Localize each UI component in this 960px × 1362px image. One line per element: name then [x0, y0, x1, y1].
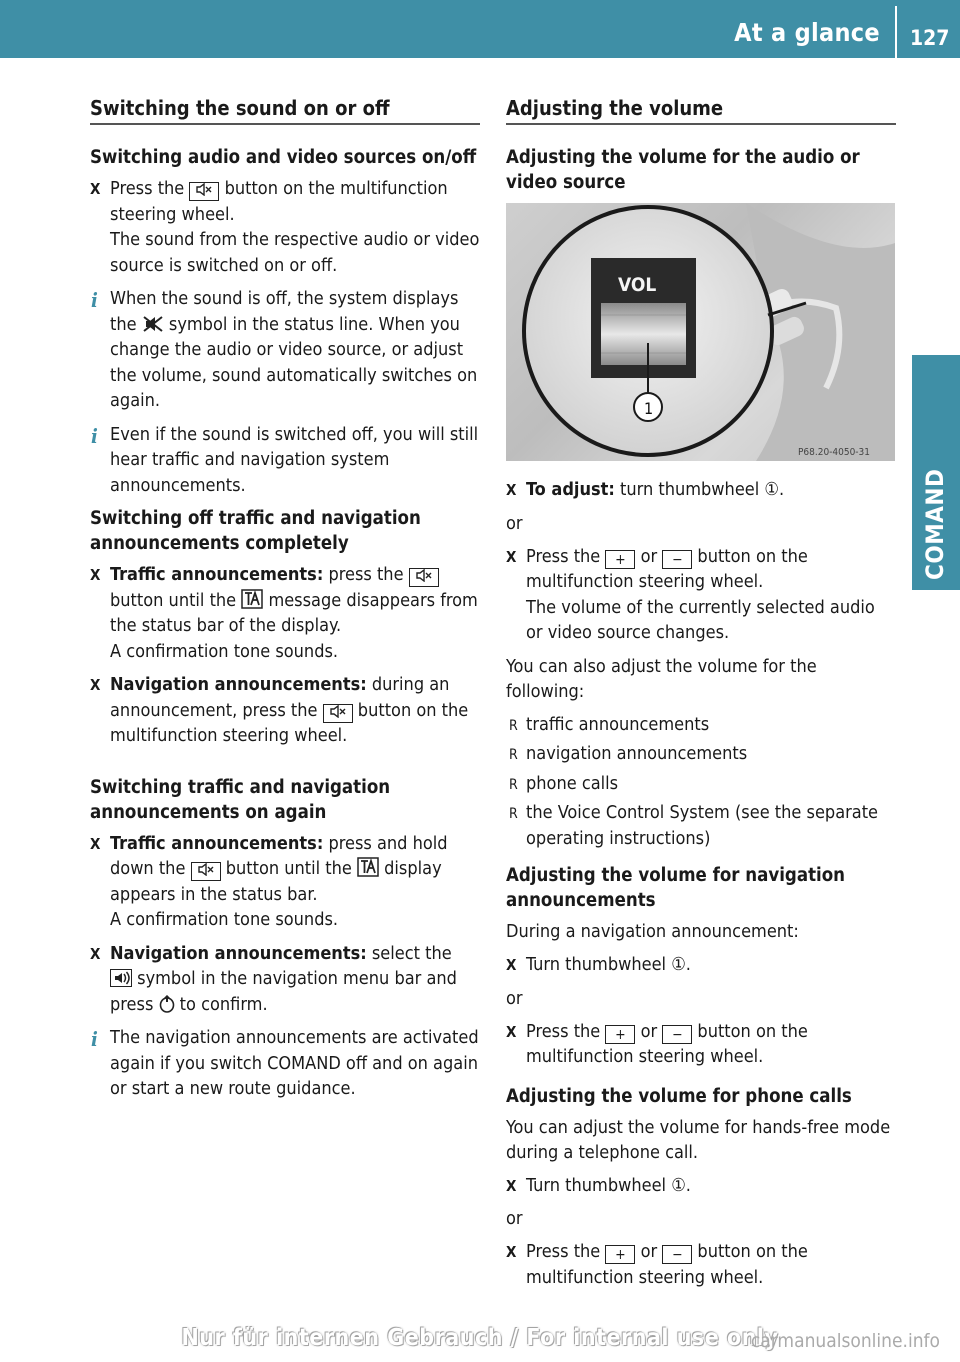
callout-1-icon: ① — [671, 954, 686, 975]
step-marker-icon: X — [506, 956, 517, 974]
heading-phone-volume: Adjusting the volume for phone calls — [506, 1085, 852, 1107]
thumbwheel-photo — [506, 203, 895, 461]
chapter-tab — [912, 355, 960, 590]
step-marker-icon: X — [506, 1243, 517, 1261]
step-to-adjust: X To adjust: turn thumbwheel ①. — [506, 477, 896, 503]
also-adjust-text: You can also adjust the volume for the following: — [506, 655, 817, 702]
plus-button-icon: + — [605, 1245, 635, 1264]
step-marker-icon: X — [90, 180, 101, 198]
ta-icon — [241, 590, 263, 611]
step-marker-icon: X — [506, 1176, 517, 1195]
speech-output-icon — [110, 968, 132, 989]
or-separator: or — [506, 1208, 523, 1229]
step-marker-icon: X — [90, 566, 101, 584]
bullet-icon: R — [509, 806, 518, 822]
phone-intro: You can adjust the volume for hands-free mode during a telephone call. — [506, 1116, 891, 1163]
step-marker-icon: X — [506, 547, 517, 566]
header-divider — [895, 6, 897, 58]
step-navigation-off: X Navigation announcements: during an announcement, press the button on the multifunction steering wheel. — [90, 674, 469, 746]
step-marker-icon: X — [90, 944, 101, 963]
mute-button-icon — [323, 704, 353, 723]
photo-vol-label: VOL — [618, 274, 657, 296]
info-sound-off: i When the sound is off, the system displays the symbol in the status line. When you change the audio or video source, or adjust the volume, sound automatically switches on again. — [91, 288, 478, 411]
callout-1-icon: ① — [764, 479, 779, 500]
or-separator: or — [506, 512, 523, 534]
step-marker-icon: X — [90, 676, 101, 694]
list-item: R navigation announcements — [506, 741, 896, 767]
bullet-icon: R — [509, 717, 518, 734]
mute-button-icon — [189, 182, 219, 201]
controller-press-icon — [159, 994, 175, 1015]
section-title: At a glance — [734, 18, 880, 47]
list-item: R phone calls — [506, 771, 896, 797]
plus-button-icon: + — [605, 1025, 635, 1044]
minus-button-icon: − — [662, 550, 692, 569]
step-press-plus-minus: X Press the + or − button on the multifunction steering wheel. The volume of the currently selected audio or video source changes. — [506, 545, 875, 643]
step-navigation-on: X Navigation announcements: select the symbol in the navigation menu bar and press to confirm. — [90, 942, 457, 1015]
mute-button-icon — [191, 862, 221, 881]
list-item: R the Voice Control System (see the separate operating instructions) — [509, 802, 879, 849]
info-reactivated: i The navigation announcements are activated again if you switch COMAND off and on again or start a new route guidance. — [91, 1027, 479, 1099]
right-column-title: Adjusting the volume — [506, 95, 896, 125]
info-icon: i — [91, 423, 98, 448]
mute-status-icon — [142, 314, 164, 335]
bullet-icon: R — [509, 776, 518, 793]
heading-switch-off: Switching off traffic and navigation announcements completely — [90, 508, 421, 554]
heading-sources: Switching audio and video sources on/off — [90, 147, 477, 168]
heading-switch-on: Switching traffic and navigation announcements on again — [90, 776, 391, 823]
step-mute-source: X Press the button on the multifunction steering wheel. The sound from the respective audio or video source is switched on or off. — [90, 178, 480, 276]
minus-button-icon: − — [662, 1245, 692, 1264]
internal-use-footer: Nur für internen Gebrauch / For internal use only — [181, 1325, 779, 1351]
step-traffic-off: X Traffic announcements: press the button until the message disappears from the status bar of the display. A confirmation tone sounds. — [90, 564, 478, 662]
step-marker-icon: X — [506, 481, 517, 499]
info-icon: i — [91, 288, 98, 312]
heading-audio-video: Adjusting the volume for the audio or video source — [506, 147, 860, 193]
left-column-title: Switching the sound on or off — [90, 95, 480, 125]
page-number: 127 — [910, 26, 950, 50]
step-press-nav: X Press the + or − button on the multifunction steering wheel. — [506, 1020, 808, 1067]
step-turn-wheel-nav: X Turn thumbwheel ①. — [506, 952, 896, 978]
plus-button-icon: + — [605, 550, 635, 569]
watermark: carmanualsonline.info — [750, 1330, 940, 1352]
step-marker-icon: X — [506, 1022, 517, 1041]
step-traffic-on: X Traffic announcements: press and hold down the button until the display appears in the status bar. A confirmation tone sounds. — [90, 832, 448, 930]
or-separator: or — [506, 987, 523, 1009]
photo-code: P68.20-4050-31 — [798, 447, 871, 458]
right-column — [506, 95, 896, 1298]
minus-button-icon: − — [662, 1025, 692, 1044]
mute-button-icon — [409, 568, 439, 587]
bullet-icon: R — [509, 747, 518, 763]
step-marker-icon: X — [90, 834, 101, 853]
info-announcements: i Even if the sound is switched off, you will still hear traffic and navigation system announcements. — [91, 423, 479, 496]
list-item: R traffic announcements — [506, 712, 896, 738]
step-turn-wheel-phone: X Turn thumbwheel ①. — [506, 1173, 896, 1199]
photo-callout-number: 1 — [644, 399, 654, 418]
page-header — [0, 0, 960, 58]
left-column — [90, 95, 480, 1110]
chapter-tab-label: COMAND — [921, 468, 949, 580]
heading-nav-volume: Adjusting the volume for navigation announcements — [506, 865, 846, 911]
info-icon: i — [91, 1027, 98, 1051]
step-press-phone: X Press the + or − button on the multifunction steering wheel. — [506, 1241, 808, 1288]
nav-intro: During a navigation announcement: — [506, 921, 799, 942]
ta-icon — [357, 858, 379, 879]
callout-1-icon: ① — [671, 1174, 686, 1196]
